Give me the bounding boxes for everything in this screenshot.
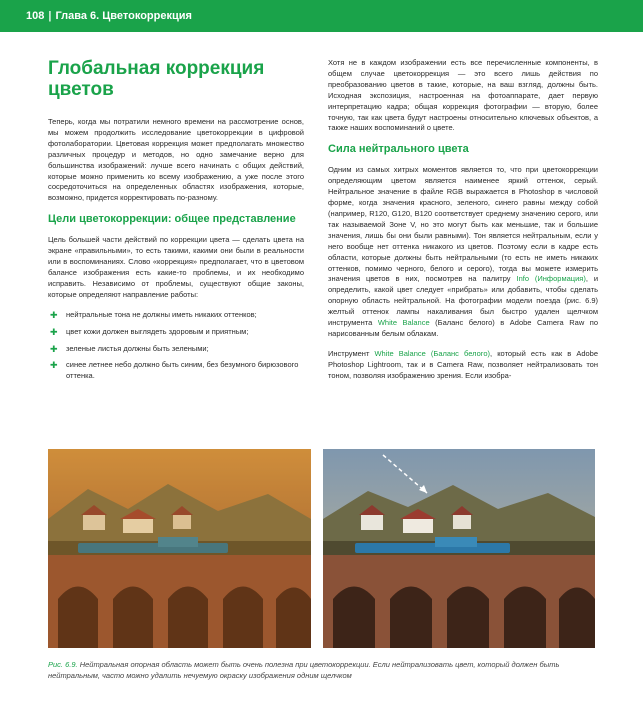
right-column	[328, 58, 598, 391]
bullet-icon: ✚	[50, 309, 58, 320]
photo-after-correction	[323, 449, 595, 648]
photo-before-correction	[48, 449, 311, 648]
page-header	[0, 0, 643, 32]
subsection-title-goals: Цели цветокоррекции: общее представление	[48, 213, 296, 226]
white-balance-term: White Balance	[377, 318, 430, 328]
header-separator: |	[48, 10, 52, 22]
components-paragraph: Хотя не в каждом изображении есть все перечисленные компоненты, в общем случае цветокоррекция — это всего лишь действия по преобразованию цветов в такие, которые, на ваш взгляд, должны быть. Исходная экспозиция, настроенная на фотоаппарате, дает первую интерпретацию кадра; общая коррекция фотографии — вторую, более точную, так как цвета будут настроены относительно ключевых объектов, а также наших воспоминаний о цвете.	[328, 58, 598, 133]
neutral-paragraph: Одним из самых хитрых моментов является то, что при цветокоррекции определяющим цветом является наименее яркий оттенок, серый. Нейтральное значение в файле RGB выражается в Photoshop в числовой форме, когда значения красного, зеленого, синего равны между собой (например, R120, G120, B120 соответствует среднему значению серого, или так называемой Зоне V, но это могут быть как меньшие, так и большие значения, лишь бы они были равными). Тон является нейтральным, если у него вообще нет оттенка никакого из цветов. Поэтому если в кадре есть области, которые должны быть нейтральными (то есть не иметь никаких оттенков, помимо черного, белого и серого), тогда вы можете измерить значения цветов в них, посмотрев на палитру Info (Информация), и определить, какой цвет следует «прибрать» или добавить, чтобы сделать опорную область нейтральной. На фотографии модели поезда (рис. 6.9) желтый оттенок лампы накаливания был быстро удален щелчком инструмента White Balance (Баланс белого) в Adobe Camera Raw по нарисованным белым облакам.	[328, 165, 599, 338]
chapter-title: Глава 6. Цветокоррекция	[55, 10, 192, 22]
bullet-icon: ✚	[50, 343, 58, 354]
white-balance-term: White Balance (Баланс белого)	[374, 348, 491, 358]
list-item: ✚ нейтральные тона не должны иметь никаких оттенков;	[50, 309, 257, 320]
list-item: ✚ зеленые листья должны быть зелеными;	[50, 343, 209, 354]
figure-label: Рис. 6.9.	[48, 660, 78, 669]
page-number: 108	[26, 10, 45, 22]
list-item: ✚ цвет кожи должен выглядеть здоровым и приятным;	[50, 326, 249, 337]
subsection-title-neutral: Сила нейтрального цвета	[328, 143, 469, 156]
info-panel-term: Info (Информация)	[516, 274, 586, 284]
left-column	[48, 58, 304, 388]
train-model-photo-warm	[48, 449, 311, 648]
bullet-icon: ✚	[50, 360, 58, 371]
list-item: ✚ синее летнее небо должно быть синим, без безумного бирюзового оттенка.	[50, 360, 299, 381]
train-model-photo-neutral	[323, 449, 595, 648]
tool-paragraph: Инструмент White Balance (Баланс белого), который есть как в Adobe Photoshop Lightroom, так и в Camera Raw, позволяет нейтрализовать тон тоном, позволяя изображению зрения. Если изобра-	[328, 348, 599, 380]
goals-list	[48, 310, 304, 383]
intro-paragraph: Теперь, когда мы потратили немного времени на рассмотрение основ, мы можем продолжить исследование цветокоррекции в цифровой фотолаборатории. Цветовая коррекция может предполагать множество различных процедур и методов, но одно замечание верно для большинства изображений: лучше всего начинать с общих действий, которые можно применить ко всему изображению, а уже после этого сосредоточиться на определенных областях изображения, которые, возможно, придется корректировать по-разному.	[48, 117, 304, 203]
caption-text: Нейтральная опорная область может быть очень полезна при цветокоррекции. Если нейтрализовать цвет, который должен быть нейтральным, часто можно удалить нечуемую окраску изображения одним щелчком	[48, 660, 560, 680]
figure-caption	[48, 659, 598, 681]
bullet-icon: ✚	[50, 326, 58, 337]
section-title: Глобальная коррекция цветов	[48, 58, 265, 100]
goals-paragraph: Цель большей части действий по коррекции цвета — сделать цвета на экране «правильными», то есть такими, какими они были в реальности или в воспоминаниях. Слово «коррекция» предполагает, что в цветовом балансе изображения есть какие-то проблемы, и их необходимо исправить. Независимо от проблемы, существуют общие законы, которые определяют направление работы:	[48, 235, 304, 299]
